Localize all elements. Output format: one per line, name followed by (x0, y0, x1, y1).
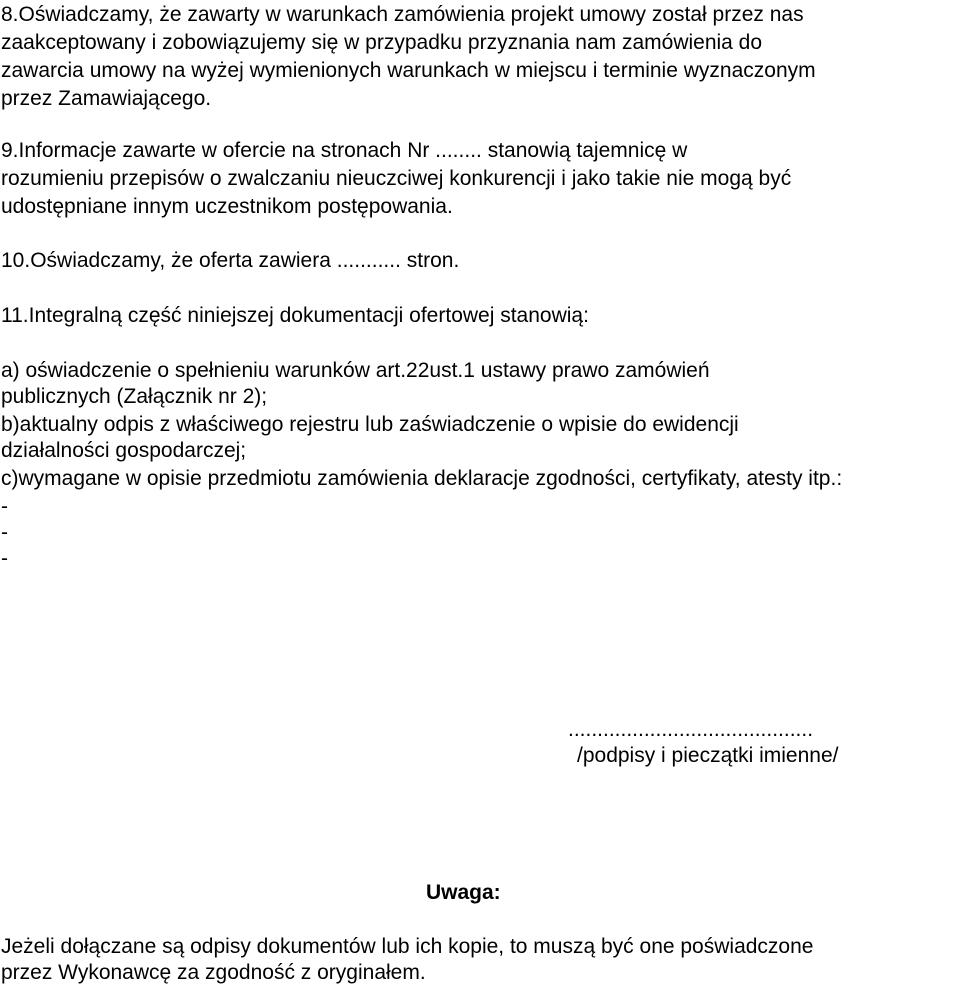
section-8-line-1: 8.Oświadczamy, że zawarty w warunkach zamówienia projekt umowy został przez nas (1, 3, 804, 26)
section-11-item-b-line-2: działalności gospodarczej; (1, 439, 247, 462)
list-dash-3: - (1, 547, 8, 570)
section-9-line-2: rozumieniu przepisów o zwalczaniu nieuczciwej konkurencji i jako takie nie mogą być (1, 167, 792, 190)
list-dash-2: - (1, 521, 8, 544)
section-11-heading: 11.Integralną część niniejszej dokumentacji ofertowej stanowią: (1, 304, 589, 327)
section-11-item-c-line: c)wymagane w opisie przedmiotu zamówienia deklaracje zgodności, certyfikaty, atesty itp.: (1, 467, 843, 490)
section-8-line-4: przez Zamawiającego. (1, 87, 212, 110)
section-10-line: 10.Oświadczamy, że oferta zawiera ........... stron. (1, 249, 460, 272)
section-9-line-3: udostępniane innym uczestnikom postępowania. (1, 195, 453, 218)
section-8-line-2: zaakceptowany i zobowiązujemy się w przypadku przyznania nam zamówienia do (1, 31, 763, 54)
section-9-line-1: 9.Informacje zawarte w ofercie na stronach Nr ........ stanowią tajemnicę w (1, 139, 688, 162)
signature-dots: .......................................... (568, 718, 814, 741)
section-11-item-a-line-2: publicznych (Załącznik nr 2); (1, 385, 268, 408)
section-8-line-3: zawarcia umowy na wyżej wymienionych warunkach w miejscu i terminie wyznaczonym (1, 59, 816, 82)
section-11-item-a-line-1: a) oświadczenie o spełnieniu warunków art.22ust.1 ustawy prawo zamówień (1, 359, 710, 382)
signature-label: /podpisy i pieczątki imienne/ (577, 744, 839, 767)
note-line-1: Jeżeli dołączane są odpisy dokumentów lub ich kopie, to muszą być one poświadczone (1, 935, 814, 958)
section-11-item-b-line-1: b)aktualny odpis z właściwego rejestru lub zaświadczenie o wpisie do ewidencji (1, 413, 739, 436)
note-title: Uwaga: (426, 881, 501, 904)
note-line-2: przez Wykonawcę za zgodność z oryginałem. (1, 961, 426, 984)
list-dash-1: - (1, 495, 8, 518)
